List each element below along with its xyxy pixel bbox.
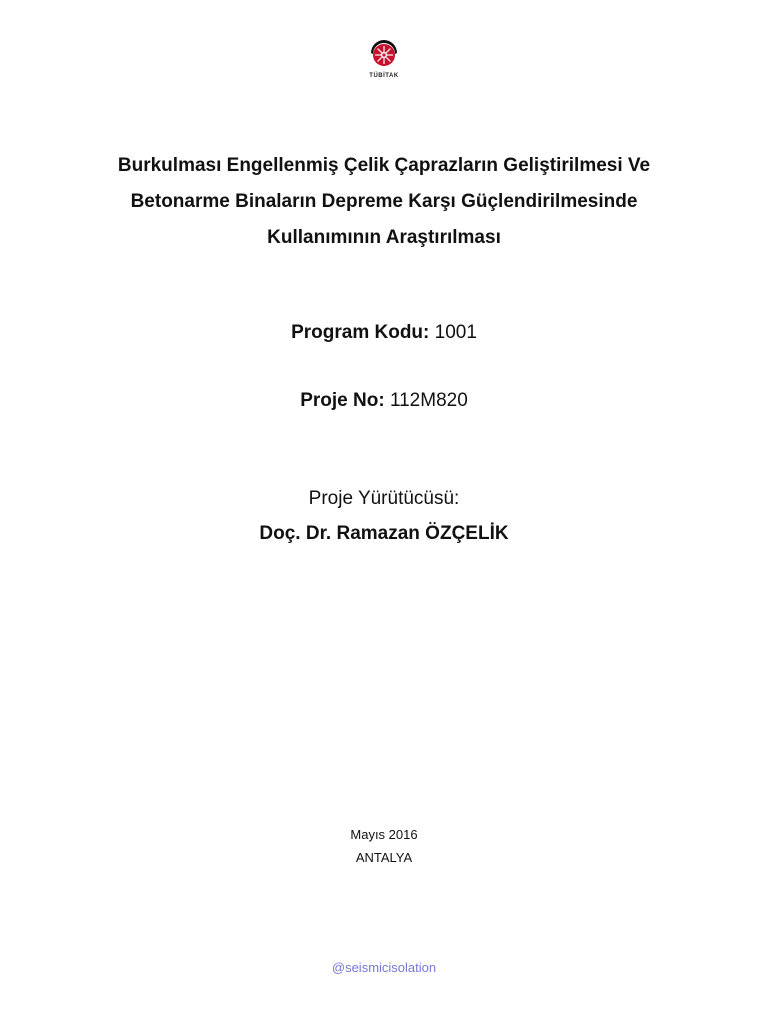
executor-label: Proje Yürütücüsü:	[308, 488, 460, 509]
project-number-label: Proje No:	[300, 390, 390, 411]
program-code-label: Program Kodu:	[291, 322, 435, 343]
watermark: @seismicisolation	[331, 960, 437, 975]
tubitak-logo-icon	[366, 38, 402, 72]
document-title	[60, 148, 708, 256]
project-number-value: 112M820	[389, 390, 468, 411]
project-number	[0, 390, 768, 412]
publication-city: ANTALYA	[355, 850, 413, 865]
title-line-1: Burkulması Engellenmiş Çelik Çaprazların Geliştirilmesi Ve	[117, 155, 651, 176]
title-line-3: Kullanımının Araştırılması	[267, 227, 501, 248]
logo-text: TÜBİTAK	[369, 73, 399, 79]
executor-name: Doç. Dr. Ramazan ÖZÇELİK	[259, 523, 509, 544]
publication-date: Mayıs 2016	[350, 827, 418, 842]
program-code-value: 1001	[434, 322, 477, 343]
title-line-2: Betonarme Binaların Depreme Karşı Güçlendirilmesinde	[130, 191, 638, 212]
program-code	[0, 322, 768, 344]
logo	[366, 38, 402, 86]
